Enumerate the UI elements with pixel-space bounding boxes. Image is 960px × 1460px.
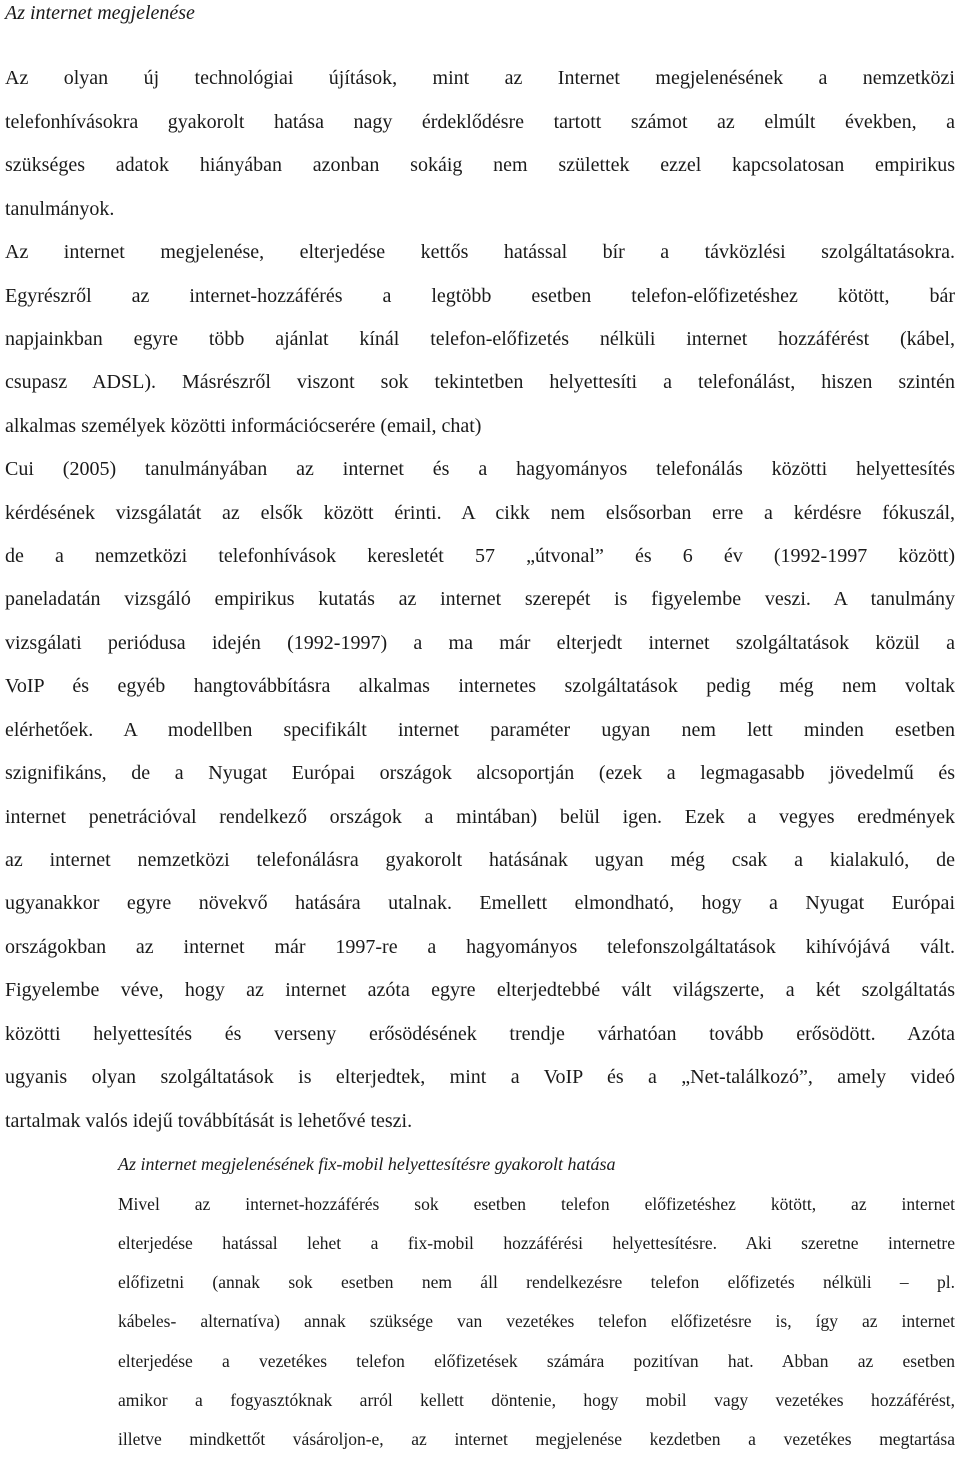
text-line: ugyanakkor egyre növekvő hatására utalnak. Emellett elmondható, hogy a Nyugat Európai	[5, 892, 955, 914]
text-line: illetve mindkettőt vásároljon-e, az internet megjelenése kezdetben a vezetékes megtartása	[118, 1429, 955, 1449]
text-line: VoIP és egyéb hangtovábbításra alkalmas internetes szolgáltatások pedig még nem voltak	[5, 675, 955, 697]
text-line: de a nemzetközi telefonhívások keresletét 57 „útvonal” és 6 év (1992-1997 között)	[5, 545, 955, 567]
text-line: közötti helyettesítés és verseny erősödésének trendje várhatóan tovább erősödött. Azóta	[5, 1023, 955, 1045]
text-line: amikor a fogyasztóknak arról kellett döntenie, hogy mobil vagy vezetékes hozzáférést,	[118, 1390, 955, 1410]
text-line: kábeles- alternatíva) annak szüksége van vezetékes telefon előfizetésre is, így az internet	[118, 1311, 955, 1331]
text-line: elérhetőek. A modellben specifikált internet paraméter ugyan nem lett minden esetben	[5, 719, 955, 741]
text-line: ugyanis olyan szolgáltatások is elterjedtek, mint a VoIP és a „Net-találkozó”, amely videó	[5, 1066, 955, 1088]
text-line: elterjedése a vezetékes telefon előfizetések számára pozitívan hat. Abban az esetben	[118, 1351, 955, 1371]
text-line: Az olyan új technológiai újítások, mint az Internet megjelenésének a nemzetközi	[5, 67, 955, 89]
text-line: internet penetrációval rendelkező országok a mintában) belül igen. Ezek a vegyes eredmények	[5, 806, 955, 828]
text-line: elterjedése hatással lehet a fix-mobil hozzáférési helyettesítésre. Aki szeretne internetre	[118, 1233, 955, 1253]
text-line: szignifikáns, de a Nyugat Európai országok alcsoportján (ezek a legmagasabb jövedelmű és	[5, 762, 955, 784]
text-line: szükséges adatok hiányában azonban sokáig nem születtek ezzel kapcsolatosan empirikus	[5, 154, 955, 176]
text-line: előfizetni (annak sok esetben nem áll rendelkezésre telefon előfizetés nélküli – pl.	[118, 1272, 955, 1292]
text-line: napjainkban egyre több ajánlat kínál telefon-előfizetés nélküli internet hozzáférést (kábel,	[5, 328, 955, 350]
text-line: Cui (2005) tanulmányában az internet és a hagyományos telefonálás közötti helyettesítés	[5, 458, 955, 480]
text-line: alkalmas személyek közötti információcserére (email, chat)	[5, 415, 482, 437]
subsection-heading: Az internet megjelenésének fix-mobil helyettesítésre gyakorolt hatása	[118, 1154, 616, 1174]
text-line: Egyrészről az internet-hozzáférés a legtöbb esetben telefon-előfizetéshez kötött, bár	[5, 285, 955, 307]
text-line: telefonhívásokra gyakorolt hatása nagy érdeklődésre tartott számot az elmúlt években, a	[5, 111, 955, 133]
section-heading: Az internet megjelenése	[5, 2, 195, 24]
text-line: Mivel az internet-hozzáférés sok esetben telefon előfizetéshez kötött, az internet	[118, 1194, 955, 1214]
text-line: paneladatán vizsgáló empirikus kutatás az internet szerepét is figyelembe veszi. A tanulmány	[5, 588, 955, 610]
text-line: kérdésének vizsgálatát az elsők között érinti. A cikk nem elsősorban erre a kérdésre fókuszál,	[5, 502, 955, 524]
text-line: az internet nemzetközi telefonálásra gyakorolt hatásának ugyan még csak a kialakuló, de	[5, 849, 955, 871]
text-line: vizsgálati periódusa idején (1992-1997) a ma már elterjedt internet szolgáltatások közül a	[5, 632, 955, 654]
text-line: Figyelembe véve, hogy az internet azóta egyre elterjedtebbé vált világszerte, a két szolgáltatás	[5, 979, 955, 1001]
text-line: tanulmányok.	[5, 198, 115, 220]
text-line: csupasz ADSL). Másrészről viszont sok tekintetben helyettesíti a telefonálást, hiszen szintén	[5, 371, 955, 393]
text-line: Az internet megjelenése, elterjedése kettős hatással bír a távközlési szolgáltatásokra.	[5, 241, 955, 263]
text-line: tartalmak valós idejű továbbítását is lehetővé teszi.	[5, 1110, 413, 1132]
text-line: országokban az internet már 1997-re a hagyományos telefonszolgáltatások kihívójává vált.	[5, 936, 955, 958]
